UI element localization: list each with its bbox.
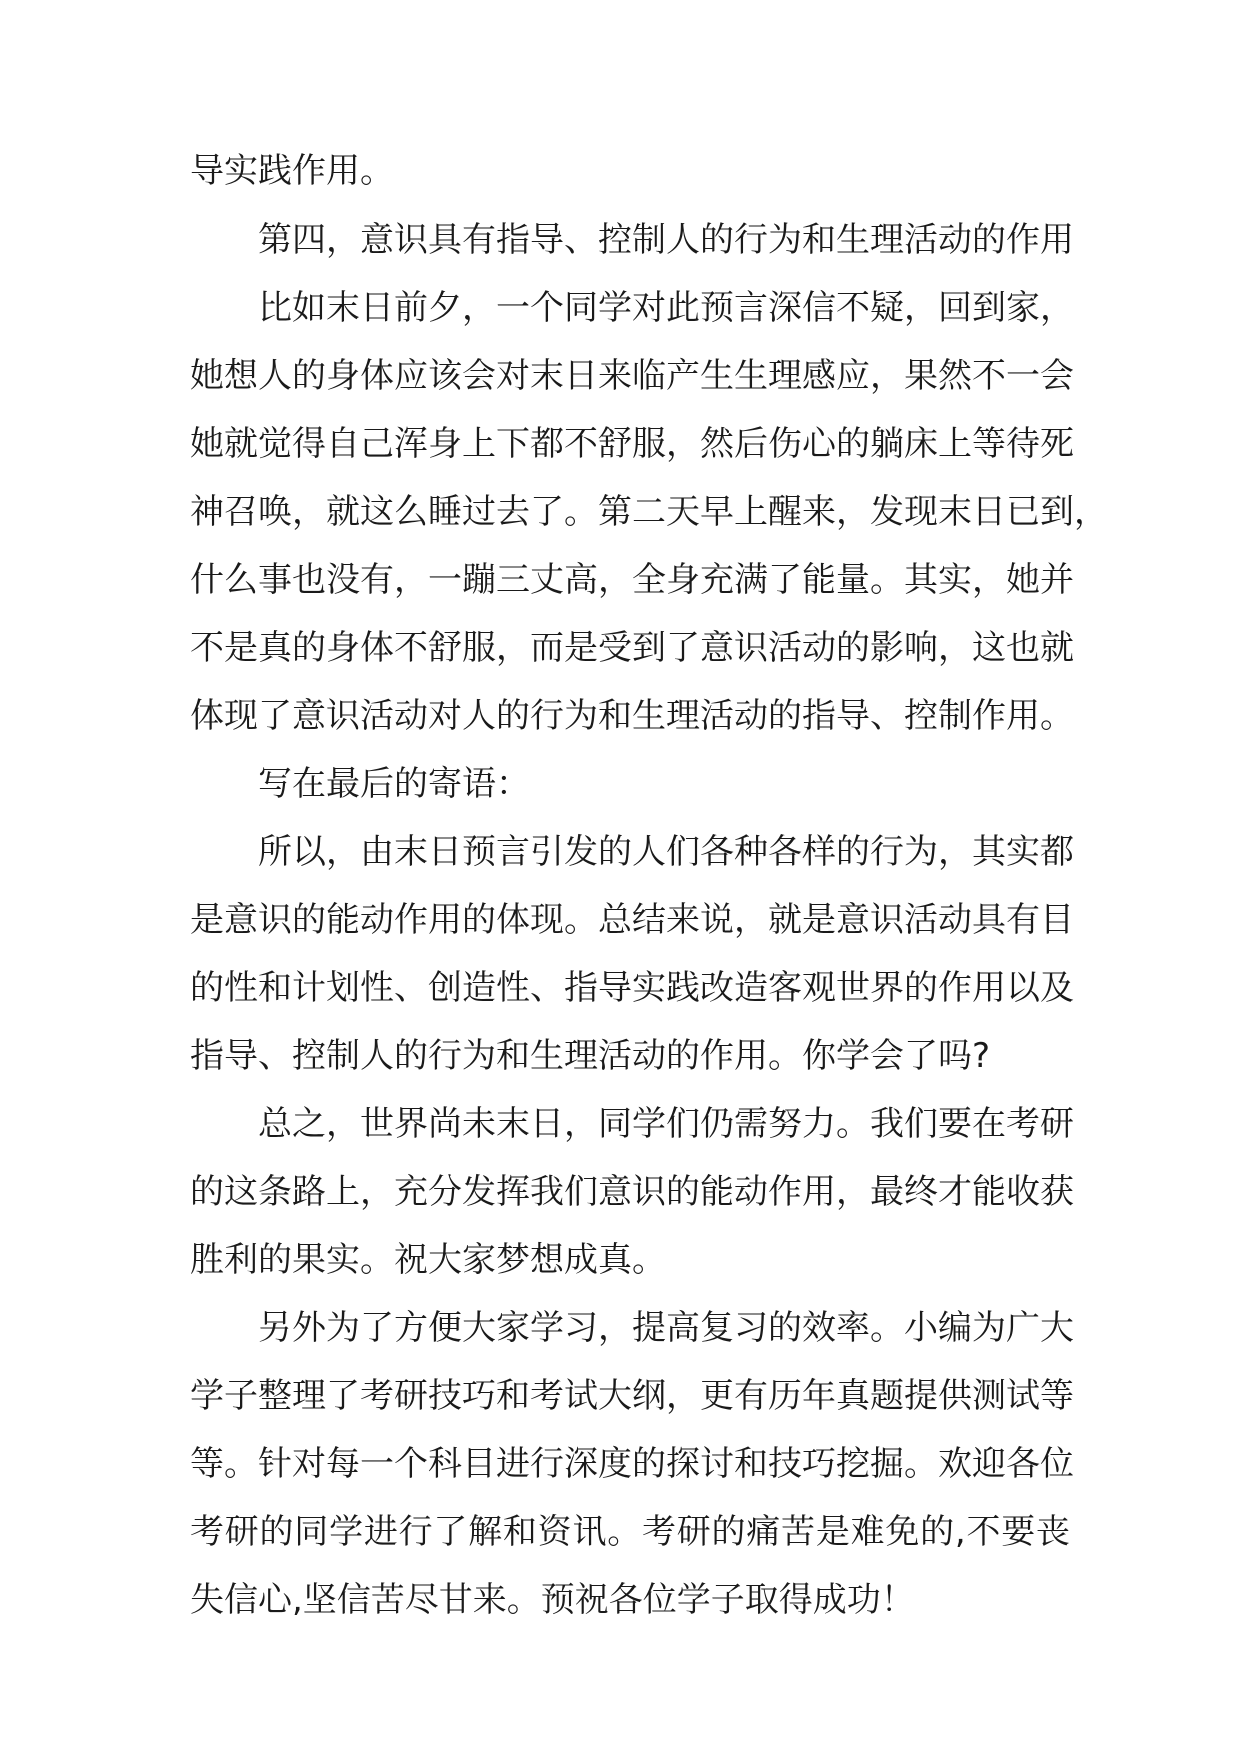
text-line: 等。针对每一个科目进行深度的探讨和技巧挖掘。欢迎各位: [190, 1444, 1074, 1484]
text-line: 学子整理了考研技巧和考试大纲，更有历年真题提供测试等: [190, 1376, 1074, 1416]
text-line: 的这条路上，充分发挥我们意识的能动作用，最终才能收获: [190, 1172, 1074, 1212]
text-line: 她就觉得自己浑身上下都不舒服，然后伤心的躺床上等待死: [190, 424, 1074, 464]
text-line: 失信心,坚信苦尽甘来。预祝各位学子取得成功！: [190, 1580, 915, 1620]
text-line: 体现了意识活动对人的行为和生理活动的指导、控制作用。: [190, 696, 1074, 736]
text-line: 是意识的能动作用的体现。总结来说，就是意识活动具有目: [190, 900, 1074, 940]
text-line: 总之，世界尚未末日，同学们仍需努力。我们要在考研: [258, 1104, 1074, 1144]
text-line: 胜利的果实。祝大家梦想成真。: [190, 1240, 666, 1280]
text-line: 考研的同学进行了解和资讯。考研的痛苦是难免的,不要丧: [190, 1512, 1070, 1552]
text-line: 第四，意识具有指导、控制人的行为和生理活动的作用: [258, 220, 1074, 260]
section-heading: 写在最后的寄语：: [258, 764, 530, 804]
text-line: 所以，由末日预言引发的人们各种各样的行为，其实都: [258, 832, 1074, 872]
text-line: 神召唤，就这么睡过去了。第二天早上醒来，发现末日已到，: [190, 492, 1108, 532]
text-line: 什么事也没有，一蹦三丈高，全身充满了能量。其实，她并: [190, 560, 1074, 600]
text-line: 指导、控制人的行为和生理活动的作用。你学会了吗?: [190, 1036, 991, 1076]
text-line: 的性和计划性、创造性、指导实践改造客观世界的作用以及: [190, 968, 1074, 1008]
text-line: 导实践作用。: [190, 151, 394, 191]
text-line: 她想人的身体应该会对末日来临产生生理感应，果然不一会: [190, 356, 1074, 396]
text-line: 不是真的身体不舒服，而是受到了意识活动的影响，这也就: [190, 628, 1074, 668]
text-line: 另外为了方便大家学习，提高复习的效率。小编为广大: [258, 1308, 1074, 1348]
text-line: 比如末日前夕，一个同学对此预言深信不疑，回到家，: [258, 288, 1074, 328]
